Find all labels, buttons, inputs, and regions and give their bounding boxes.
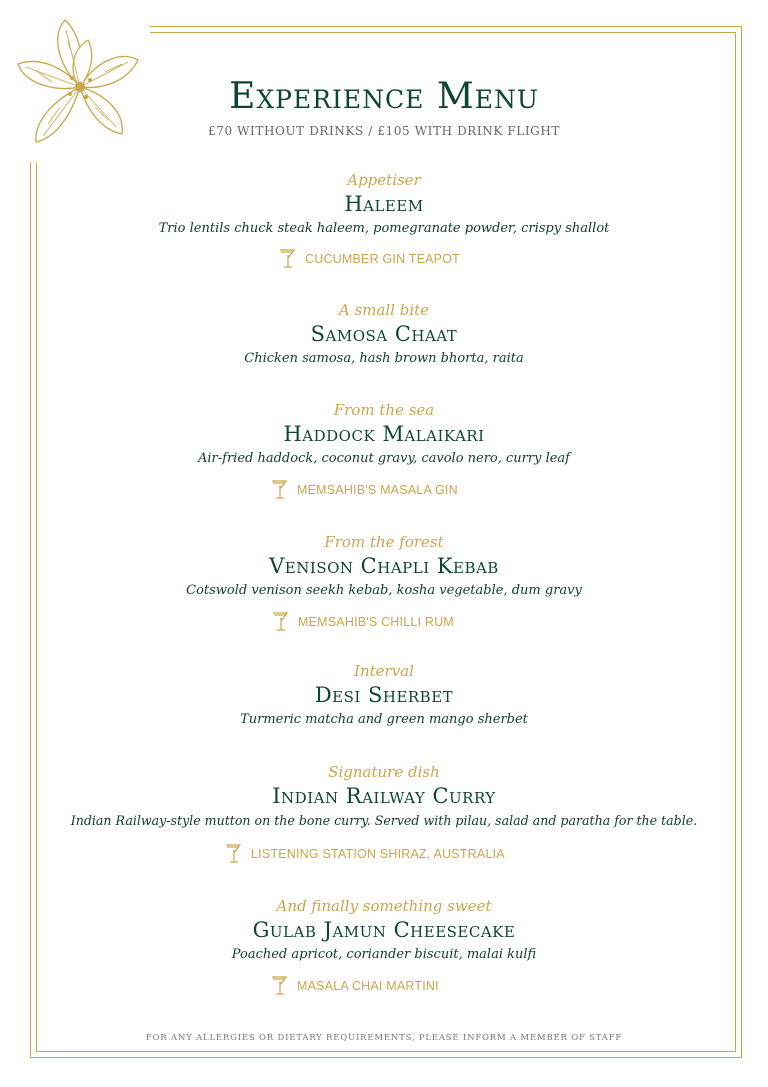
cocktail-glass-icon xyxy=(224,842,242,866)
drink-pairing xyxy=(278,246,460,272)
dish-description: Poached apricot, coriander biscuit, malai kulfi xyxy=(231,947,537,962)
course-sweet xyxy=(40,897,728,964)
allergy-footer: FOR ANY ALLERGIES OR DIETARY REQUIREMENTS, PLEASE INFORM A MEMBER OF STAFF xyxy=(145,1033,623,1043)
menu-title: Experience Menu xyxy=(229,76,539,117)
drink-name: MEMSAHIB'S MASALA GIN xyxy=(297,483,458,497)
dish-description: Chicken samosa, hash brown bhorta, raita xyxy=(244,351,524,366)
drink-pairing xyxy=(270,477,458,503)
course-small-bite xyxy=(40,301,728,368)
course-category: And finally something sweet xyxy=(276,897,492,915)
dish-description: Trio lentils chuck steak haleem, pomegranate powder, crispy shallot xyxy=(158,221,610,236)
dish-description: Cotswold venison seekh kebab, kosha vegetable, dum gravy xyxy=(186,583,582,598)
drink-pairing xyxy=(271,609,454,635)
course-category: Signature dish xyxy=(328,763,440,781)
dish-description: Turmeric matcha and green mango sherbet xyxy=(240,712,528,727)
dish-name: Samosa Chaat xyxy=(310,322,458,346)
drink-name: MASALA CHAI MARTINI xyxy=(297,979,439,993)
drink-pairing xyxy=(224,841,505,867)
dish-name: Indian Railway Curry xyxy=(272,784,496,808)
course-category: From the forest xyxy=(324,533,444,551)
dish-name: Venison Chapli Kebab xyxy=(269,554,499,578)
course-appetiser xyxy=(40,171,728,238)
course-category: Appetiser xyxy=(347,171,421,189)
course-category: A small bite xyxy=(338,301,430,319)
cocktail-glass-icon xyxy=(270,974,288,998)
drink-name: CUCUMBER GIN TEAPOT xyxy=(305,252,460,266)
dish-name: Haddock Malaikari xyxy=(283,422,485,446)
course-interval xyxy=(40,662,728,729)
course-from-the-sea xyxy=(40,401,728,468)
cocktail-glass-icon xyxy=(271,610,289,634)
dish-description: Indian Railway-style mutton on the bone curry. Served with pilau, salad and paratha for the table. xyxy=(70,813,698,828)
course-category: Interval xyxy=(354,662,414,680)
cocktail-glass-icon xyxy=(270,478,288,502)
course-from-the-forest xyxy=(40,533,728,600)
price-subtitle: £70 WITHOUT DRINKS / £105 WITH DRINK FLIGHT xyxy=(207,124,561,138)
course-category: From the sea xyxy=(333,401,435,419)
drink-name: MEMSAHIB'S CHILLI RUM xyxy=(298,615,454,629)
dish-name: Gulab Jamun Cheesecake xyxy=(252,918,516,942)
dish-name: Desi Sherbet xyxy=(314,683,454,707)
dish-name: Haleem xyxy=(344,192,424,216)
drink-pairing xyxy=(270,973,439,999)
course-signature-dish xyxy=(40,763,728,830)
drink-name: LISTENING STATION SHIRAZ, AUSTRALIA xyxy=(251,847,505,861)
cocktail-glass-icon xyxy=(278,247,296,271)
dish-description: Air-fried haddock, coconut gravy, cavolo nero, curry leaf xyxy=(198,451,570,466)
